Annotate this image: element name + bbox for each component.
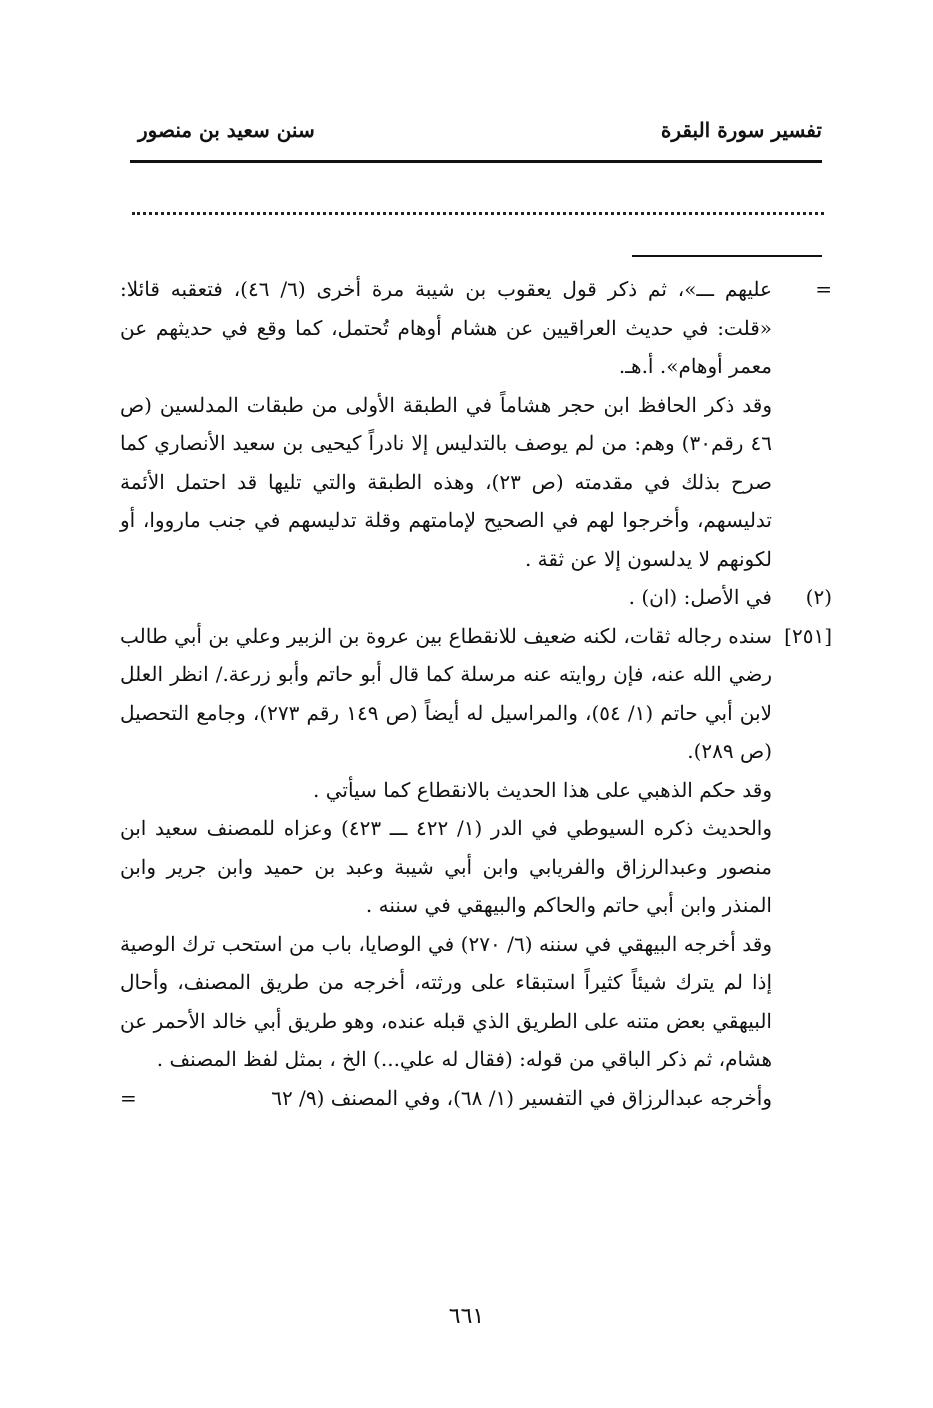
header-book-title: سنن سعيد بن منصور (138, 118, 315, 142)
footnote-number: (٢) (805, 585, 832, 609)
footnote-last-line (120, 1079, 772, 1118)
footnote-paragraph: وقد ذكر الحافظ ابن حجر هشاماً في الطبقة الأولى من طبقات المدلسين (ص ٤٦ رقم٣٠) وهم: من لم يوصف بالتدليس إلا نادراً كيحيى بن سعيد الأنصاري كما صرح بذلك في مقدمته (ص ٢٣)، وهذه الطبقة والتي تليها قد احتمل الأئمة تدليسهم، وأخرجوا لهم في الصحيح لإمامتهم وقلة تدليسهم في جنب مارووا، أو لكونهم لا يدلسون إلا عن ثقة . (120, 392, 772, 571)
footnote-paragraph: سنده رجاله ثقات، لكنه ضعيف للانقطاع بين عروة بن الزبير وعلي بن أبي طالب رضي الله عنه، فإن روايته عنه مرسلة كما قال أبو حاتم وأبو زرعة./ انظر العلل لابن أبي حاتم (١/ ٥٤)، والمراسيل له أيضاً (ص ١٤٩ رقم ٢٧٣)، وجامع التحصيل (ص ٢٨٩). (120, 623, 773, 763)
footnote-last-line-text: وأخرجه عبدالرزاق في التفسير (١/ ٦٨)، وفي المصنف (٩/ ٦٢ (271, 1085, 772, 1110)
footnote-paragraph: والحديث ذكره السيوطي في الدر (١/ ٤٢٢ ـــ ٤٢٣) وعزاه للمصنف سعيد ابن منصور وعبدالرزاق والفريابي وابن أبي شيبة وعبد بن حميد وابن جرير وابن المنذر وابن أبي حاتم والحاكم والبيهقي في سننه . (120, 816, 772, 917)
page-number: ٦٦١ (448, 1304, 485, 1329)
footnote-paragraph: وقد حكم الذهبي على هذا الحديث بالانقطاع كما سيأتي . (313, 777, 772, 802)
continuation-marker: = (120, 1085, 137, 1110)
continuation-marker: = (815, 277, 832, 301)
footnotes (120, 270, 832, 1117)
footnote-paragraph: وقد أخرجه البيهقي في سننه (٦/ ٢٧٠) في الوصايا، باب من استحب ترك الوصية إذا لم يترك شيئاً كثيراً استبقاء على ورثته، أخرجه من طريق المصنف، وأحال البيهقي بعض متنه على الطريق الذي قبله عنده، وهو طريق أبي خالد الأحمر عن هشام، ثم ذكر الباقي من قوله: (فقال له علي...) الخ ، بمثل لفظ المصنف . (120, 931, 773, 1071)
footnote-paragraph: عليهم ـــ»، ثم ذكر قول يعقوب بن شيبة مرة أخرى (٦/ ٤٦)، فتعقبه قائلا: «قلت: في حديث العراقيين عن هشام أوهام تُحتمل، كما وقع في حديثهم عن معمر أوهام». أ.هـ. (120, 277, 772, 378)
header-rule (130, 160, 822, 163)
footnote-rule (632, 255, 822, 257)
footnote-text: في الأصل: (ان) . (628, 585, 772, 609)
footnote-2 (120, 578, 832, 617)
footnote-continued (120, 270, 832, 578)
header-book-section-title: تفسير سورة البقرة (660, 118, 822, 142)
dotted-separator (132, 212, 824, 215)
footnote-251 (120, 617, 832, 1118)
running-header (130, 112, 822, 152)
hadith-number: [٢٥١] (784, 623, 832, 648)
